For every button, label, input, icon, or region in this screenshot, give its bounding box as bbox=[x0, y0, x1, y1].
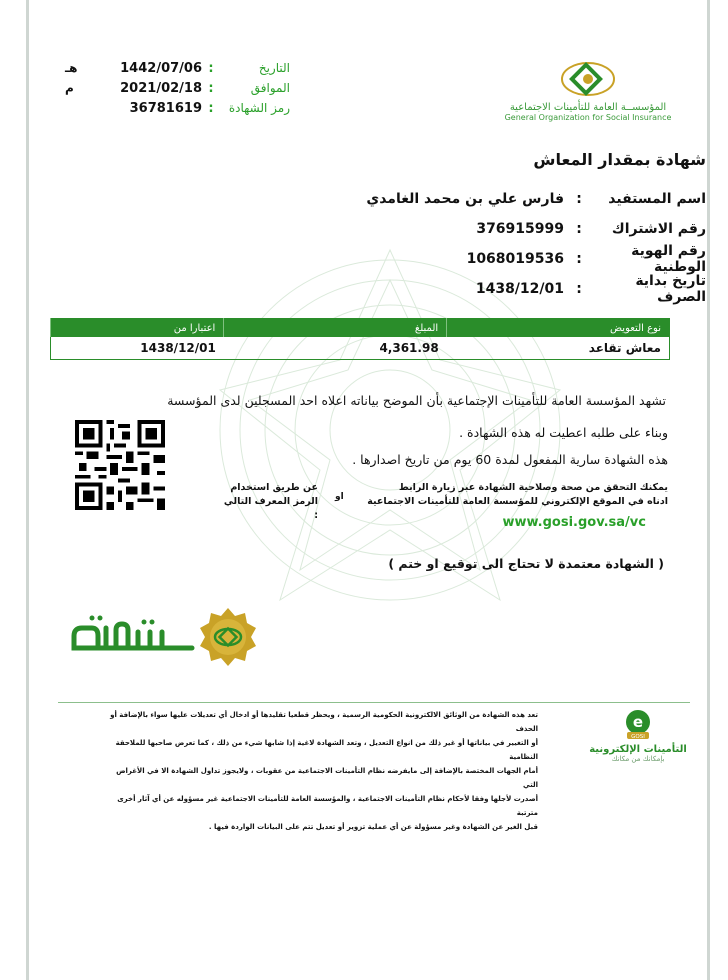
info-label: رقم الاشتراك bbox=[611, 221, 706, 237]
approval-note: ( الشهادة معتمدة لا تحتاج الى توقيع او ختم ) bbox=[388, 556, 664, 571]
info-label: رقم الهوية الوطنية bbox=[631, 243, 706, 275]
meta-greg-label: الموافق bbox=[250, 81, 290, 95]
meta-colon: : bbox=[208, 100, 214, 116]
gosi-logo bbox=[488, 60, 688, 122]
disclaimer-line: تعد هذه الشهادة من الوثائق الالكترونية الحكومية الرسمية ، ويحظر قطعيا تقليدها أو ادخال أي تعديلات عليها سواء بالإضافة أو الحذف bbox=[110, 711, 538, 733]
compensation-type: معاش تقاعد bbox=[447, 337, 670, 360]
info-colon: : bbox=[576, 281, 582, 297]
logo-english-text: General Organization for Social Insurance bbox=[504, 113, 672, 122]
verify-line-2: ادناه في الموقع الإلكتروني للمؤسسة العامة للتأمينات الاجتماعية bbox=[367, 496, 668, 507]
disclaimer-line: أو التغيير في بياناتها أو غير ذلك من انواع التعديل ، وتعد الشهادة لاغية إذا شابها شيء من ذلك ، كما تعرض صاحبها للملاحقة النظامية bbox=[115, 739, 538, 761]
info-row-national-id bbox=[66, 244, 706, 274]
table-row bbox=[51, 337, 670, 360]
page-border-right bbox=[707, 0, 710, 980]
verify-alt-text bbox=[218, 481, 318, 523]
meta-colon: : bbox=[208, 80, 214, 96]
meta-greg-suffix: م bbox=[65, 81, 74, 95]
certificate-title: شهادة بمقدار المعاش bbox=[533, 150, 706, 169]
info-label: تاريخ بداية الصرف bbox=[635, 273, 706, 305]
effective-from: 1438/12/01 bbox=[51, 337, 224, 360]
gosi-eservices-logo bbox=[588, 708, 688, 763]
shahada-logo bbox=[68, 606, 263, 668]
footer-divider bbox=[58, 702, 690, 703]
meta-code-row bbox=[90, 98, 290, 118]
info-row-start-date bbox=[66, 274, 706, 304]
certification-line-2: وبناء على طلبه اعطيت له هذه الشهادة . bbox=[459, 425, 668, 440]
meta-greg-row bbox=[65, 78, 290, 98]
gosi-badge-text: GOSI bbox=[631, 734, 645, 740]
meta-date-value: 1442/07/06 bbox=[120, 60, 202, 76]
beneficiary-info bbox=[66, 184, 706, 304]
gosi-e-icon bbox=[620, 708, 656, 740]
certificate-meta bbox=[65, 58, 290, 118]
meta-colon: : bbox=[208, 60, 214, 76]
disclaimer-line: أمام الجهات المختصة بالإضافة إلى مايفرضه نظام التأمينات الاجتماعية من عقوبات ، ولايجوز تداول الشهادة الا في الأغراض التي bbox=[116, 767, 538, 789]
or-text: او bbox=[335, 492, 344, 502]
subscription-number: 376915999 bbox=[476, 221, 564, 237]
logo-arabic-text: المؤسســة العامة للتأمينات الاجتماعية bbox=[509, 102, 667, 113]
disclaimer-line: قبل الغير عن الشهادة وغير مسؤولة عن أي عملية تزوير أو تعديل تتم على البيانات الواردة فيها . bbox=[208, 823, 538, 831]
qr-code bbox=[74, 420, 166, 510]
verification-link[interactable]: www.gosi.gov.sa/vc bbox=[502, 515, 646, 530]
amount: 4,361.98 bbox=[224, 337, 447, 360]
verify-line-1: يمكنك التحقق من صحة وصلاحية الشهادة عبر زيارة الرابط bbox=[398, 482, 668, 493]
header-amount: المبلغ bbox=[224, 319, 447, 338]
table-header-row bbox=[51, 319, 670, 338]
info-row-subscription bbox=[66, 214, 706, 244]
meta-greg-value: 2021/02/18 bbox=[120, 80, 202, 96]
national-id: 1068019536 bbox=[466, 251, 564, 267]
meta-code-label: رمز الشهادة bbox=[228, 101, 290, 115]
payment-start-date: 1438/12/01 bbox=[475, 281, 564, 297]
header-compensation-type: نوع التعويض bbox=[447, 319, 670, 338]
header-effective-from: اعتبارا من bbox=[51, 319, 224, 338]
gosi-emblem-icon bbox=[558, 60, 618, 98]
info-label: اسم المستفيد bbox=[608, 191, 706, 207]
page-border-left bbox=[26, 0, 29, 980]
meta-date-label: التاريخ bbox=[258, 61, 290, 75]
meta-code-value: 36781619 bbox=[129, 100, 202, 116]
meta-date-row bbox=[65, 58, 290, 78]
disclaimer-line: أصدرت لأجلها وفقا لأحكام نظام التأمينات الاجتماعية ، والمؤسسة العامة للتأمينات الاجتماعية غير مسؤوله عن أي آثار أخرى مترتبة bbox=[117, 795, 538, 817]
legal-disclaimer bbox=[108, 708, 538, 834]
svg-text:e: e bbox=[632, 713, 644, 731]
gosi-eservices-title: التأمينات الإلكترونية bbox=[589, 744, 687, 755]
verify-alt-line-2: الرمز المعرف التالي : bbox=[223, 496, 318, 521]
validity-line: هذه الشهادة سارية المفعول لمدة 60 يوم من تاريخ اصدارها . bbox=[352, 452, 668, 467]
info-row-name bbox=[66, 184, 706, 214]
beneficiary-name: فارس علي بن محمد الغامدي bbox=[366, 191, 564, 207]
meta-date-suffix: هـ bbox=[65, 61, 78, 75]
certification-line-1: تشهد المؤسسة العامة للتأمينات الإجتماعية بأن الموضح بياناته اعلاه احد المسجلين لدى المؤسسة bbox=[167, 393, 666, 408]
verify-alt-line-1: عن طريق استخدام bbox=[230, 482, 318, 493]
info-colon: : bbox=[576, 191, 582, 207]
info-colon: : bbox=[576, 221, 582, 237]
gosi-eservices-tagline: بإمكانك من مكانك bbox=[611, 755, 665, 763]
info-colon: : bbox=[576, 251, 582, 267]
compensation-table bbox=[50, 318, 670, 360]
